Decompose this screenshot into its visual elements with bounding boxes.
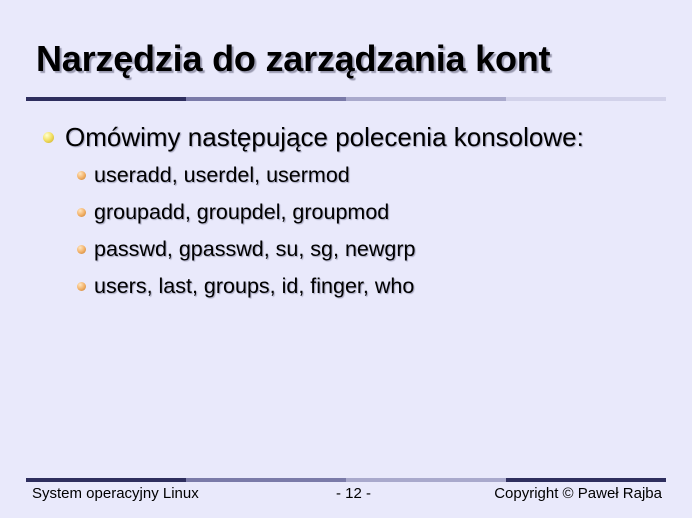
bullet-text: Omówimy następujące polecenia konsolowe: xyxy=(65,122,584,152)
sub-bullet-item xyxy=(77,199,670,236)
sub-bullet-item xyxy=(77,273,670,310)
sub-bullet-text: users, last, groups, id, finger, who xyxy=(94,274,415,298)
footer-copyright: Copyright © Paweł Rajba xyxy=(494,485,662,502)
sub-bullet-list xyxy=(40,162,670,310)
sub-bullet-text: passwd, gpasswd, su, sg, newgrp xyxy=(94,237,416,261)
footer-course-name: System operacyjny Linux xyxy=(32,485,199,502)
divider-segment xyxy=(186,478,346,482)
slide-title: Narzędzia do zarządzania kont xyxy=(36,38,551,79)
sub-bullet-dot-icon xyxy=(77,245,86,254)
bullet-item xyxy=(40,118,670,156)
sub-bullet-text: useradd, userdel, usermod xyxy=(94,163,350,187)
sub-bullet-dot-icon xyxy=(77,282,86,291)
sub-bullet-text: groupadd, groupdel, groupmod xyxy=(94,200,390,224)
sub-bullet-item xyxy=(77,162,670,199)
divider-segment xyxy=(506,97,666,101)
footer-divider xyxy=(26,478,666,482)
title-divider xyxy=(26,97,666,101)
divider-segment xyxy=(346,97,506,101)
divider-segment xyxy=(26,478,186,482)
sub-bullet-dot-icon xyxy=(77,208,86,217)
divider-segment xyxy=(346,478,506,482)
sub-bullet-item xyxy=(77,236,670,273)
divider-segment xyxy=(186,97,346,101)
divider-segment xyxy=(26,97,186,101)
slide-content xyxy=(40,118,670,310)
divider-segment xyxy=(506,478,666,482)
bullet-dot-icon xyxy=(43,132,54,143)
sub-bullet-dot-icon xyxy=(77,171,86,180)
footer-page-number: - 12 - xyxy=(336,485,372,502)
